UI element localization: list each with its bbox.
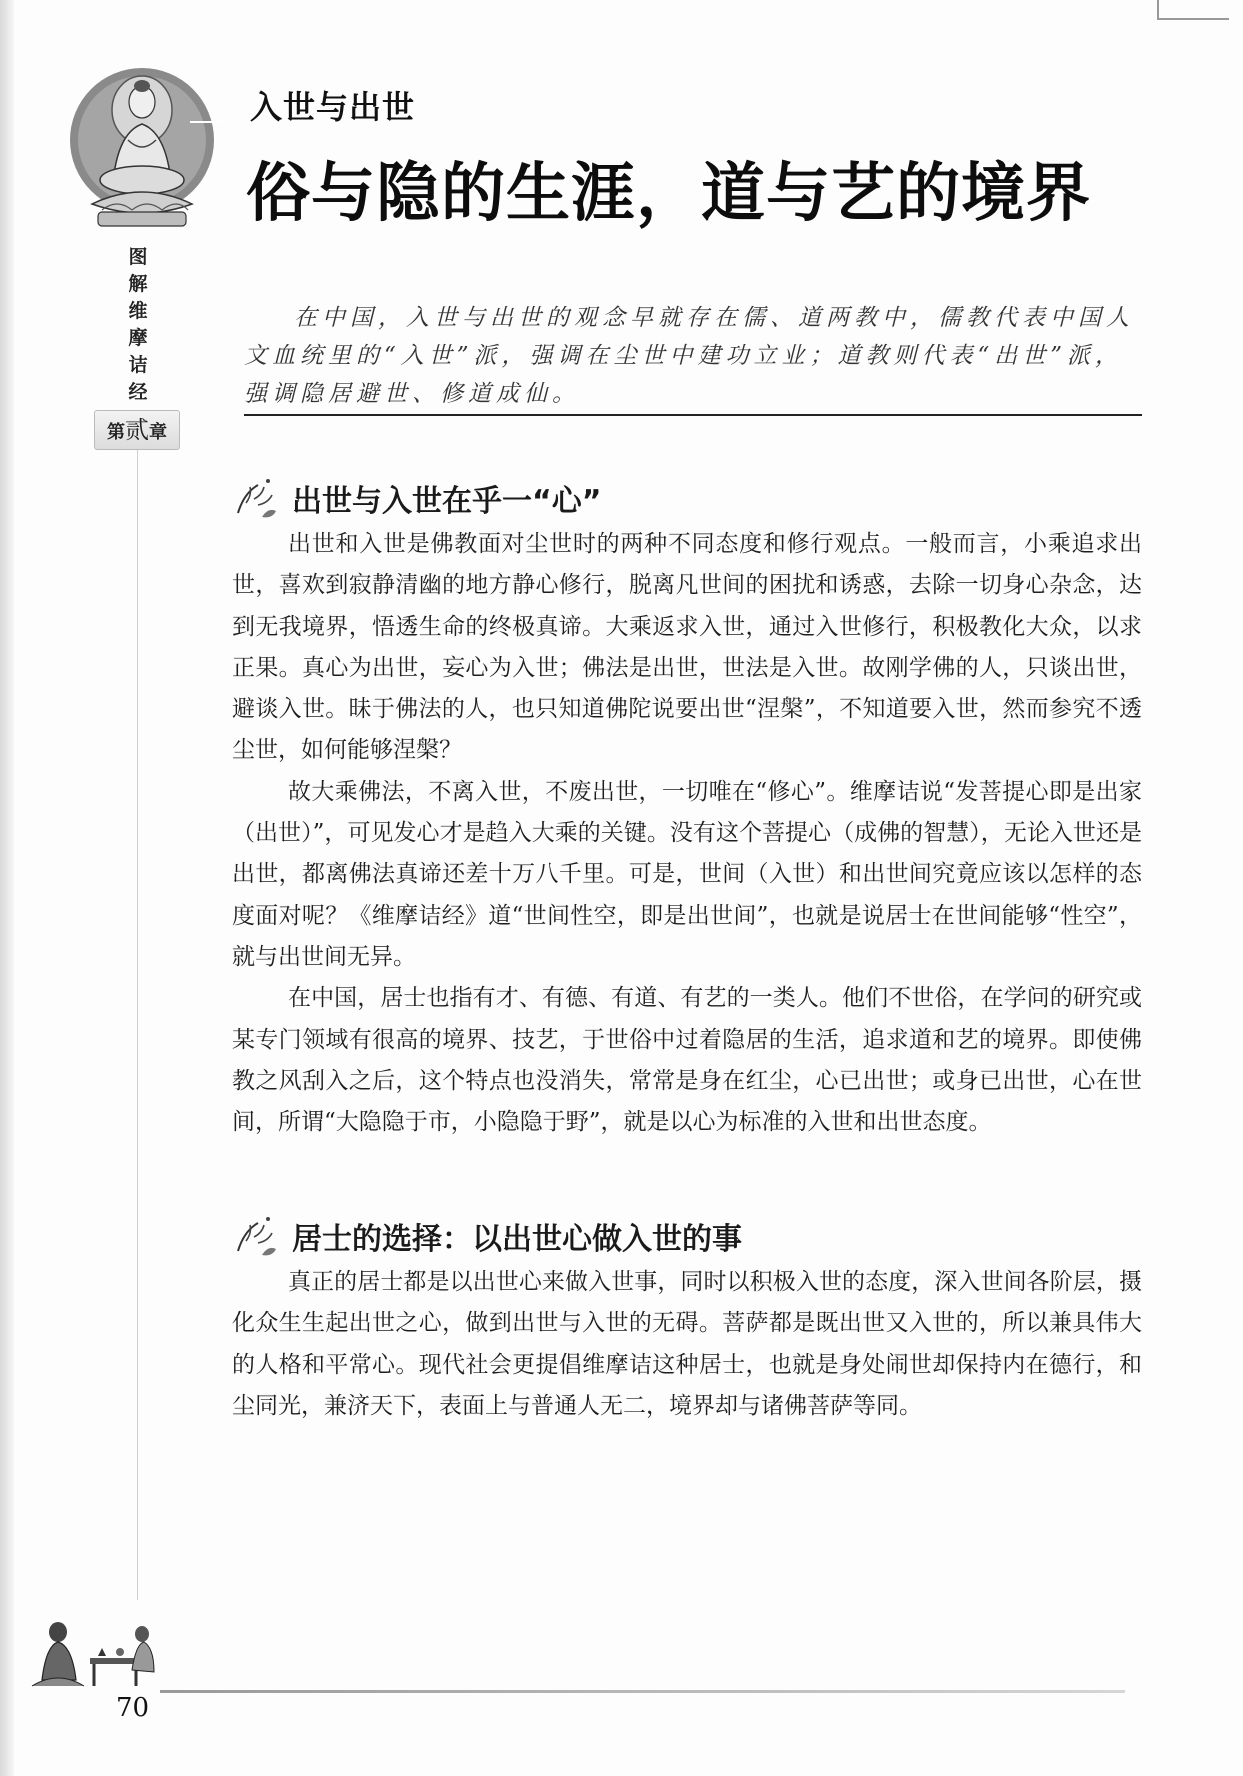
book-title-char: 维 xyxy=(128,300,148,322)
corner-mark xyxy=(1157,0,1229,20)
page-number: 70 xyxy=(116,1693,150,1723)
body-paragraph: 真正的居士都是以出世心来做入世事，同时以积极入世的态度，深入世间各阶层，摄化众生生起出世之心，做到出世与入世的无碍。菩萨都是既出世又入世的，所以兼具伟大的人格和平常心。现代社会更提倡维摩诘这种居士，也就是身处闹世却保持内在德行，和尘同光，兼济天下，表面上与普通人无二，境界却与诸佛菩萨等同。 xyxy=(232,1269,1142,1419)
binding-edge xyxy=(0,0,14,1776)
book-title-char: 经 xyxy=(128,381,148,403)
section-heading-text: 出世与入世在乎一“心” xyxy=(292,484,602,519)
book-title-char: 摩 xyxy=(128,327,148,349)
chapter-suffix: 章 xyxy=(149,422,167,443)
book-title-char: 诘 xyxy=(128,354,148,376)
intro-paragraph: 在中国，入世与出世的观念早就存在儒、道两教中，儒教代表中国人文血统里的“入世”派，强调在尘世中建功立业；道教则代表“出世”派，强调隐居避世、修道成仙。 xyxy=(244,305,1134,407)
body-paragraph: 故大乘佛法，不离入世，不废出世，一切唯在“修心”。维摩诘说“发菩提心即是出家（出世）”，可见发心才是趋入大乘的关键。没有这个菩提心（成佛的智慧），无论入世还是出世，都离佛法真谛还差十万八千里。可是，世间（入世）和出世间究竟应该以怎样的态度面对呢？《维摩诘经》道“世间性空，即是出世间”，也就是说居士在世间能够“性空”，就与出世间无异。 xyxy=(232,778,1142,970)
section-2 xyxy=(232,1210,1142,1427)
book-title-char: 解 xyxy=(128,273,148,295)
chapter-number: 贰 xyxy=(125,416,149,444)
book-title-char: 图 xyxy=(128,246,148,268)
section-1 xyxy=(232,472,1142,1143)
ink-brush-plant-icon xyxy=(232,1211,282,1261)
section-heading xyxy=(232,1210,1142,1262)
page-title: 俗与隐的生涯，道与艺的境界 xyxy=(246,157,1091,231)
section-body xyxy=(232,1262,1142,1427)
section-body xyxy=(232,524,1142,1143)
body-paragraph: 在中国，居士也指有才、有德、有道、有艺的一类人。他们不世俗，在学问的研究或某专门领域有很高的境界、技艺，于世俗中过着隐居的生活，追求道和艺的境界。即使佛教之风刮入之后，这个特点也没消失，常常是身在红尘，心已出世；或身已出世，心在世间，所谓“大隐隐于市，小隐隐于野”，就是以心为标准的入世和出世态度。 xyxy=(232,985,1142,1136)
scholars-at-table-illustration xyxy=(28,1600,158,1700)
book-title-vertical xyxy=(118,244,158,406)
body-paragraph: 出世和入世是佛教面对尘世时的两种不同态度和修行观点。一般而言，小乘追求出世，喜欢到寂静清幽的地方静心修行，脱离凡世间的困扰和诱惑，去除一切身心杂念，达到无我境界，悟透生命的终极真谛。大乘返求入世，通过入世修行，积极教化大众，以求正果。真心为出世，妄心为入世；佛法是出世，世法是入世。故刚学佛的人，只谈出世，避谈入世。昧于佛法的人，也只知道佛陀说要出世“涅槃”，不知道要入世，然而参究不透尘世，如何能够涅槃？ xyxy=(232,531,1142,764)
ink-brush-plant-icon xyxy=(232,473,282,523)
section-heading-text: 居士的选择：以出世心做入世的事 xyxy=(292,1222,742,1257)
chapter-prefix: 第 xyxy=(107,422,125,443)
margin-rule xyxy=(137,440,138,1600)
chapter-tab xyxy=(94,410,180,450)
footer-rule xyxy=(160,1690,1125,1693)
intro-divider xyxy=(244,414,1142,416)
section-kicker: 入世与出世 xyxy=(250,88,416,126)
seated-buddha-illustration xyxy=(62,62,222,240)
section-heading xyxy=(232,472,1142,524)
